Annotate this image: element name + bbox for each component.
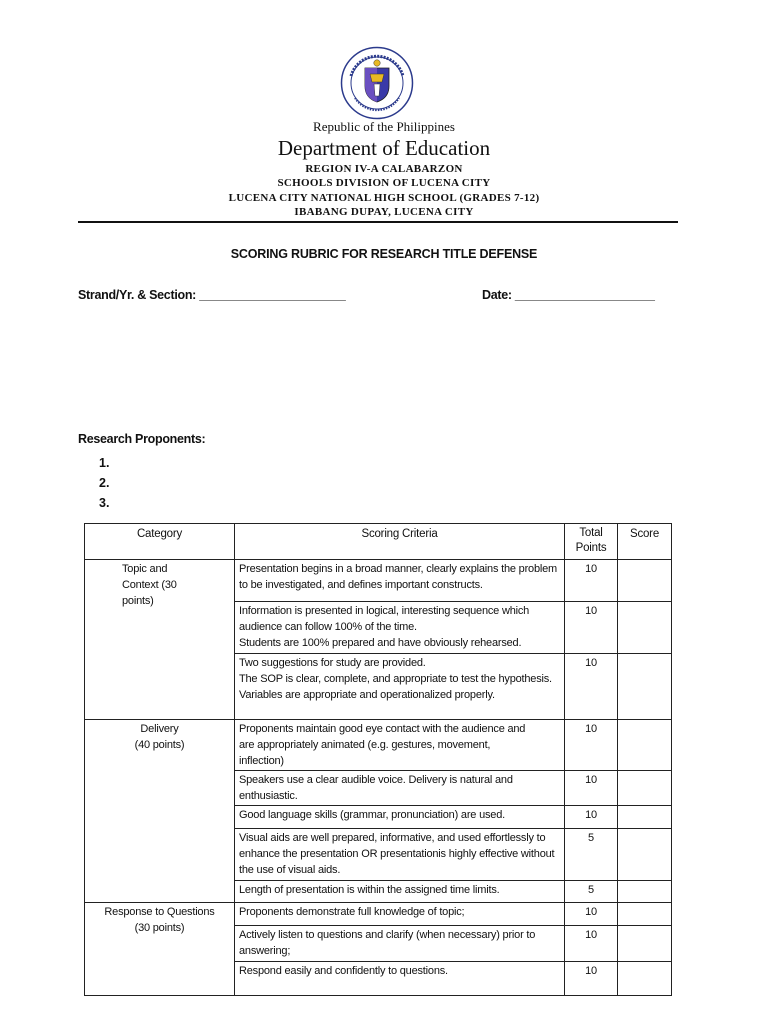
criteria-cell: Proponents demonstrate full knowledge of topic; — [235, 903, 565, 926]
proponent-item: 1. — [99, 456, 110, 470]
score-cell[interactable] — [618, 720, 672, 771]
deped-seal-logo — [340, 46, 414, 120]
points-cell: 10 — [565, 602, 618, 654]
region-line: REGION IV-A CALABARZON — [305, 163, 463, 175]
score-cell[interactable] — [618, 881, 672, 903]
points-cell: 10 — [565, 771, 618, 806]
category-cell: Topic and Context (30 points) — [85, 560, 235, 720]
header-criteria: Scoring Criteria — [235, 524, 565, 560]
division-line: SCHOOLS DIVISION OF LUCENA CITY — [277, 177, 491, 189]
criteria-cell: Presentation begins in a broad manner, clearly explains the problem to be investigated, and defines important constructs. — [235, 560, 565, 602]
score-cell[interactable] — [618, 771, 672, 806]
criteria-cell: Respond easily and confidently to questions. — [235, 962, 565, 996]
proponent-item: 3. — [99, 496, 110, 510]
strand-section-field: Strand/Yr. & Section: ______________________ — [78, 288, 346, 302]
points-cell: 5 — [565, 881, 618, 903]
category-cell: Response to Questions (30 points) — [85, 903, 235, 996]
proponents-label: Research Proponents: — [78, 432, 206, 446]
table-row — [85, 720, 672, 771]
table-header-row — [85, 524, 672, 560]
points-cell: 10 — [565, 962, 618, 996]
criteria-cell: Speakers use a clear audible voice. Delivery is natural and enthusiastic. — [235, 771, 565, 806]
points-cell: 10 — [565, 720, 618, 771]
criteria-cell: Visual aids are well prepared, informative, and used effortlessly to enhance the presentation OR presentationis highly effective without the use of visual aids. — [235, 829, 565, 881]
scoring-rubric-table — [84, 523, 672, 996]
header-divider — [78, 221, 678, 223]
school-line: LUCENA CITY NATIONAL HIGH SCHOOL (GRADES 7-12) — [228, 192, 540, 204]
score-cell[interactable] — [618, 926, 672, 962]
criteria-cell: Actively listen to questions and clarify (when necessary) prior to answering; — [235, 926, 565, 962]
score-cell[interactable] — [618, 962, 672, 996]
header-category: Category — [85, 524, 235, 560]
points-cell: 10 — [565, 903, 618, 926]
table-row — [85, 560, 672, 602]
score-cell[interactable] — [618, 829, 672, 881]
criteria-cell: Two suggestions for study are provided. The SOP is clear, complete, and appropriate to test the hypothesis. Variables are appropriate and operationalized properly. — [235, 654, 565, 720]
score-cell[interactable] — [618, 560, 672, 602]
points-cell: 10 — [565, 926, 618, 962]
score-cell[interactable] — [618, 806, 672, 829]
header-score: Score — [618, 524, 672, 560]
category-cell: Delivery (40 points) — [85, 720, 235, 903]
address-line: IBABANG DUPAY, LUCENA CITY — [294, 206, 474, 218]
criteria-cell: Good language skills (grammar, pronunciation) are used. — [235, 806, 565, 829]
header-total-points: Total Points — [565, 524, 618, 560]
department-heading: Department of Education — [277, 136, 491, 160]
points-cell: 10 — [565, 654, 618, 720]
points-cell: 5 — [565, 829, 618, 881]
score-cell[interactable] — [618, 903, 672, 926]
criteria-cell: Information is presented in logical, interesting sequence which audience can follow 100% of the time. Students are 100% prepared and have obviously rehearsed. — [235, 602, 565, 654]
republic-heading: Republic of the Philippines — [313, 119, 455, 134]
score-cell[interactable] — [618, 654, 672, 720]
proponent-item: 2. — [99, 476, 110, 490]
points-cell: 10 — [565, 806, 618, 829]
date-field: Date: _____________________ — [482, 288, 655, 302]
criteria-cell: Proponents maintain good eye contact with the audience and are appropriately animated (e.g. gestures, movement, inflection) — [235, 720, 565, 771]
table-row — [85, 903, 672, 926]
score-cell[interactable] — [618, 602, 672, 654]
points-cell: 10 — [565, 560, 618, 602]
criteria-cell: Length of presentation is within the assigned time limits. — [235, 881, 565, 903]
proponents-list — [99, 453, 109, 513]
document-title: SCORING RUBRIC FOR RESEARCH TITLE DEFENSE — [230, 247, 538, 261]
